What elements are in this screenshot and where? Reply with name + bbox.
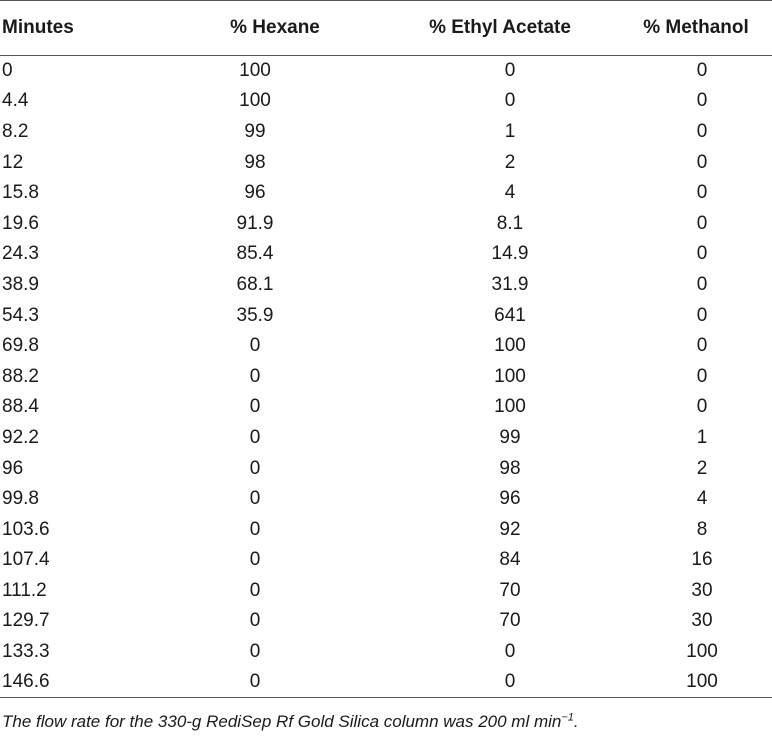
- table-row: [0, 331, 772, 362]
- table-header: [0, 1, 772, 56]
- cell-minutes: 103.6: [2, 518, 50, 540]
- cell-hexane: 0: [249, 579, 261, 601]
- cell-hexane: 68.1: [236, 273, 274, 295]
- cell-hexane: 91.9: [236, 212, 274, 234]
- cell-methanol: 0: [696, 273, 708, 295]
- cell-hexane: 0: [249, 457, 261, 479]
- cell-methanol: 0: [696, 60, 708, 82]
- cell-ethyl-acetate: 0: [380, 667, 620, 698]
- cell-hexane: 0: [170, 667, 380, 698]
- cell-ethyl-acetate: 99: [499, 426, 521, 448]
- cell-ethyl-acetate: 1: [504, 120, 516, 142]
- cell-hexane: 100: [239, 90, 271, 112]
- table-row: [0, 86, 772, 117]
- cell-minutes: 4.4: [2, 90, 29, 112]
- cell-methanol: 2: [696, 457, 708, 479]
- cell-ethyl-acetate: 70: [499, 579, 521, 601]
- cell-hexane: 96: [244, 182, 266, 204]
- cell-methanol: 0: [696, 365, 708, 387]
- table-row: [0, 606, 772, 637]
- table-row: [0, 300, 772, 331]
- cell-ethyl-acetate: 0: [504, 60, 516, 82]
- cell-methanol: 100: [620, 667, 772, 698]
- table-row: [0, 178, 772, 209]
- footnote-text: The flow rate for the 330-g RediSep Rf Gold Silica column was 200 ml min: [2, 712, 562, 732]
- cell-minutes: 15.8: [2, 182, 39, 204]
- cell-hexane: 0: [249, 610, 261, 632]
- table-row: [0, 239, 772, 270]
- cell-methanol: 30: [691, 610, 713, 632]
- header-minutes: Minutes: [0, 1, 170, 56]
- cell-hexane: 0: [249, 518, 261, 540]
- table-row: [0, 56, 772, 87]
- cell-methanol: 100: [686, 641, 718, 663]
- cell-hexane: 99: [244, 120, 266, 142]
- table-row: [0, 667, 772, 698]
- cell-ethyl-acetate: 14.9: [491, 243, 529, 265]
- cell-minutes: 96: [2, 457, 24, 479]
- table-row: [0, 484, 772, 515]
- cell-ethyl-acetate: 31.9: [491, 273, 529, 295]
- cell-ethyl-acetate: 84: [499, 549, 521, 571]
- cell-minutes: 92.2: [2, 426, 39, 448]
- cell-minutes: 111.2: [2, 579, 47, 601]
- cell-minutes: 88.4: [2, 396, 39, 418]
- cell-ethyl-acetate: 8.1: [496, 212, 524, 234]
- cell-hexane: 35.9: [236, 304, 274, 326]
- cell-hexane: 0: [249, 335, 261, 357]
- header-row: [0, 1, 772, 56]
- cell-methanol: 0: [696, 396, 708, 418]
- cell-methanol: 1: [696, 426, 708, 448]
- table-row: [0, 117, 772, 148]
- header-ethyl-acetate: % Ethyl Acetate: [380, 1, 620, 56]
- cell-ethyl-acetate: 92: [499, 518, 521, 540]
- header-methanol: % Methanol: [620, 1, 772, 56]
- cell-minutes: 8.2: [2, 120, 29, 142]
- table-footnote: [0, 698, 772, 732]
- cell-methanol: 0: [696, 182, 708, 204]
- cell-minutes: 133.3: [2, 641, 50, 663]
- table-row: [0, 423, 772, 454]
- cell-ethyl-acetate: 100: [494, 335, 526, 357]
- cell-minutes: 54.3: [2, 304, 39, 326]
- cell-minutes: 0: [2, 60, 13, 82]
- table-row: [0, 576, 772, 607]
- cell-ethyl-acetate: 70: [499, 610, 521, 632]
- cell-ethyl-acetate: 100: [494, 365, 526, 387]
- cell-minutes: 19.6: [2, 212, 39, 234]
- cell-methanol: 0: [696, 243, 708, 265]
- table-row: [0, 637, 772, 668]
- cell-methanol: 0: [696, 304, 708, 326]
- footnote-end: .: [573, 712, 579, 732]
- cell-hexane: 100: [239, 60, 271, 82]
- cell-ethyl-acetate: 0: [504, 641, 516, 663]
- cell-hexane: 0: [249, 641, 261, 663]
- cell-methanol: 8: [696, 518, 708, 540]
- table-row: [0, 392, 772, 423]
- cell-hexane: 85.4: [236, 243, 274, 265]
- footnote-superscript: −1: [561, 711, 574, 724]
- cell-minutes: 99.8: [2, 488, 39, 510]
- cell-minutes: 107.4: [2, 549, 50, 571]
- cell-minutes: 12: [2, 151, 24, 173]
- cell-ethyl-acetate: 100: [494, 396, 526, 418]
- cell-hexane: 0: [249, 426, 261, 448]
- table-row: [0, 514, 772, 545]
- table-row: [0, 147, 772, 178]
- cell-ethyl-acetate: 0: [504, 90, 516, 112]
- cell-methanol: 16: [691, 549, 713, 571]
- table-body: [0, 56, 772, 698]
- cell-ethyl-acetate: 4: [504, 182, 516, 204]
- cell-methanol: 4: [696, 488, 708, 510]
- cell-minutes: 38.9: [2, 273, 39, 295]
- cell-minutes: 129.7: [2, 610, 50, 632]
- cell-hexane: 0: [249, 396, 261, 418]
- cell-methanol: 0: [696, 90, 708, 112]
- cell-methanol: 0: [696, 212, 708, 234]
- cell-ethyl-acetate: 98: [499, 457, 521, 479]
- cell-minutes: 24.3: [2, 243, 39, 265]
- table-row: [0, 453, 772, 484]
- cell-ethyl-acetate: 96: [499, 488, 521, 510]
- cell-methanol: 0: [696, 335, 708, 357]
- table-row: [0, 361, 772, 392]
- cell-minutes: 146.6: [0, 667, 170, 698]
- cell-minutes: 69.8: [2, 335, 39, 357]
- cell-minutes: 88.2: [2, 365, 39, 387]
- cell-methanol: 30: [691, 579, 713, 601]
- cell-ethyl-acetate: 2: [504, 151, 516, 173]
- cell-hexane: 0: [249, 549, 261, 571]
- cell-methanol: 0: [696, 120, 708, 142]
- header-hexane: % Hexane: [170, 1, 380, 56]
- cell-ethyl-acetate: 641: [494, 304, 526, 326]
- table-row: [0, 545, 772, 576]
- cell-methanol: 0: [696, 151, 708, 173]
- cell-hexane: 0: [249, 365, 261, 387]
- cell-hexane: 0: [249, 488, 261, 510]
- table-row: [0, 270, 772, 301]
- cell-hexane: 98: [244, 151, 266, 173]
- table-row: [0, 208, 772, 239]
